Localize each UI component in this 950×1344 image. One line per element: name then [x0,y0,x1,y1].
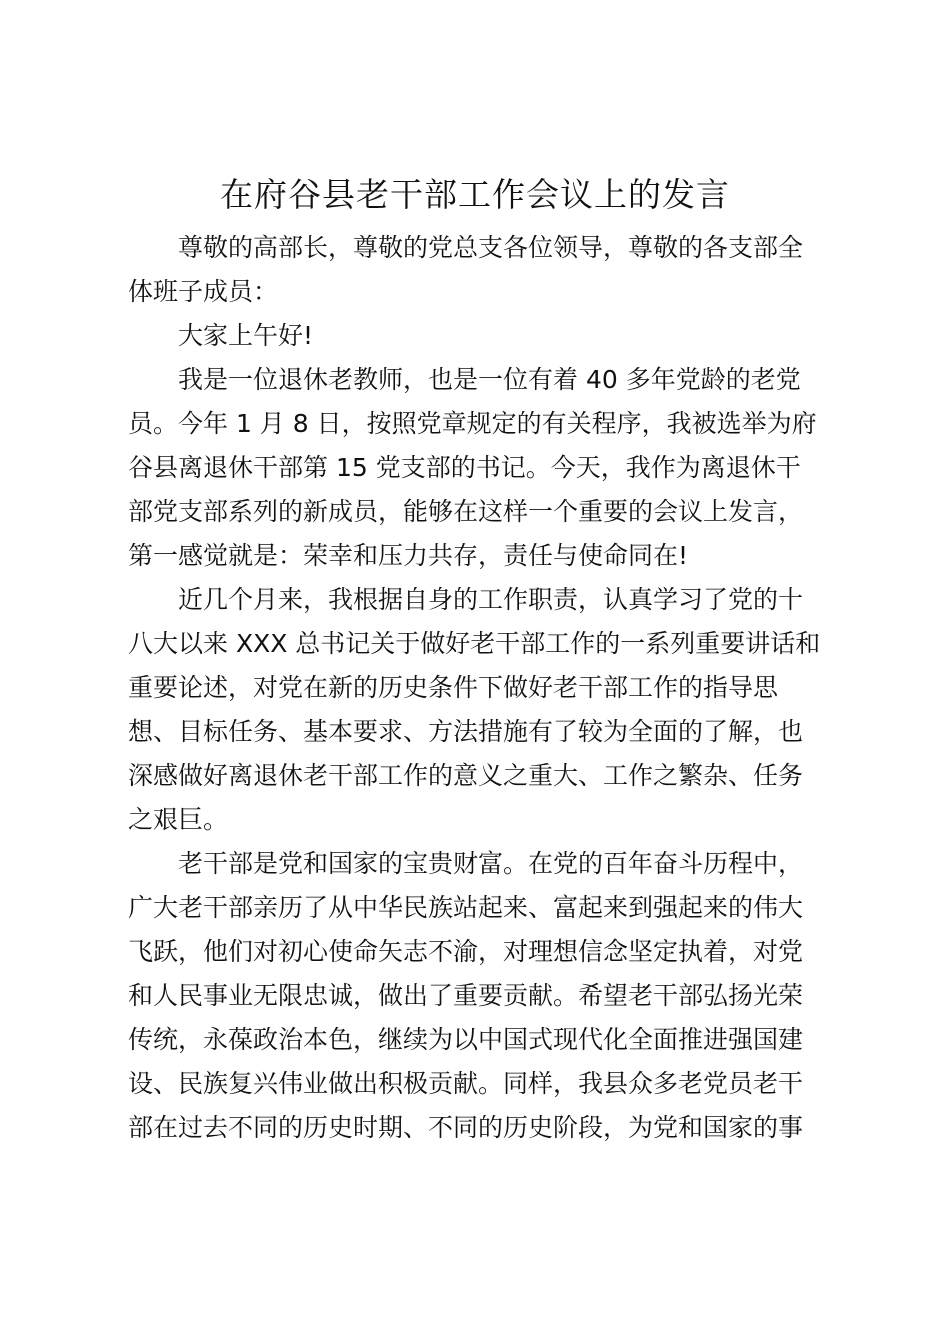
text-line: 我是一位退休老教师，也是一位有着 40 多年党龄的老党 [178,365,801,394]
text-line: 之艰巨。 [128,805,229,834]
text-line: 八大以来 XXX 总书记关于做好老干部工作的一系列重要讲话和 [128,629,821,658]
text-line: 飞跃，他们对初心使命矢志不渝，对理想信念坚定执着，对党 [128,937,804,966]
text-line: 广大老干部亲历了从中华民族站起来、富起来到强起来的伟大 [128,893,804,922]
text-line: 部在过去不同的历史时期、不同的历史阶段，为党和国家的事 [128,1113,804,1142]
text-line: 传统，永葆政治本色，继续为以中国式现代化全面推进强国建 [128,1025,804,1054]
text-line: 深感做好离退休老干部工作的意义之重大、工作之繁杂、任务 [128,761,804,790]
text-line: 尊敬的高部长，尊敬的党总支各位领导，尊敬的各支部全 [178,233,804,262]
text-line: 谷县离退休干部第 15 党支部的书记。今天，我作为离退休干 [128,453,801,482]
text-line: 重要论述，对党在新的历史条件下做好老干部工作的指导思 [128,673,779,702]
text-line: 体班子成员： [128,277,279,306]
text-line: 老干部是党和国家的宝贵财富。在党的百年奋斗历程中， [178,849,804,878]
text-line: 部党支部系列的新成员，能够在这样一个重要的会议上发言， [128,497,804,526]
document-title: 在府谷县老干部工作会议上的发言 [220,175,730,214]
text-line: 和人民事业无限忠诚，做出了重要贡献。希望老干部弘扬光荣 [128,981,804,1010]
text-line: 第一感觉就是：荣幸和压力共存，责任与使命同在! [128,541,689,570]
document-body [128,226,828,1150]
text-line: 员。今年 1 月 8 日，按照党章规定的有关程序，我被选举为府 [128,409,817,438]
text-line: 想、目标任务、基本要求、方法措施有了较为全面的了解，也 [128,717,804,746]
text-line: 近几个月来，我根据自身的工作职责，认真学习了党的十 [178,585,804,614]
text-line: 设、民族复兴伟业做出积极贡献。同样，我县众多老党员老干 [128,1069,804,1098]
text-line: 大家上午好! [178,321,314,350]
